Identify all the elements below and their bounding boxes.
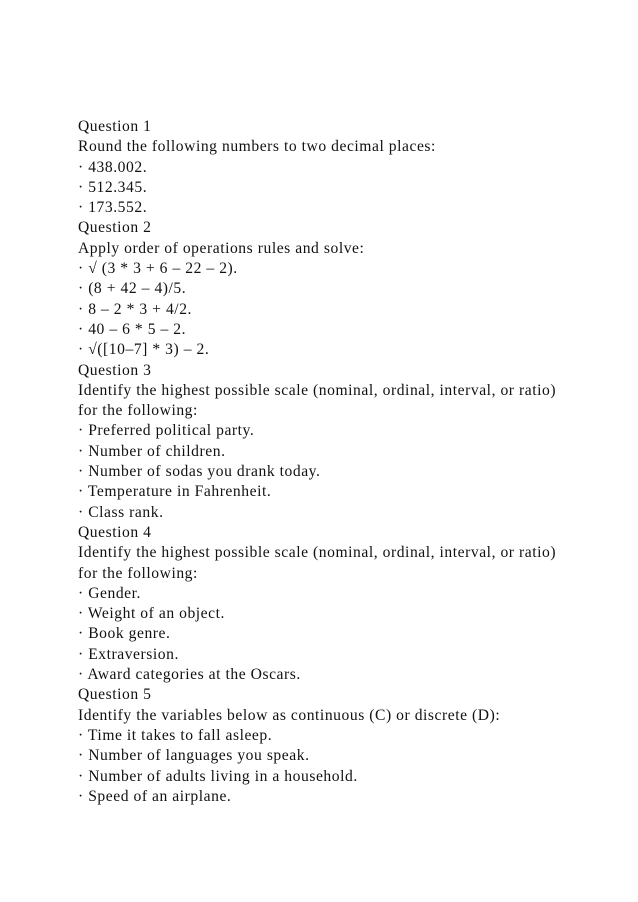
question-4-heading: Question 4 (78, 523, 152, 541)
question-3-prompt: Identify the highest possible scale (nominal, ordinal, interval, or ratio) for the following: (78, 381, 561, 420)
question-5-item-4: · Speed of an airplane. (78, 787, 232, 805)
question-3-item-3: · Number of sodas you drank today. (78, 463, 321, 481)
document-body (78, 117, 561, 807)
question-2-item-1: · √ (3 * 3 + 6 – 22 – 2). (78, 260, 238, 278)
question-1-item-2: · 512.345. (78, 178, 148, 196)
question-4-item-3: · Book genre. (78, 625, 171, 643)
question-3-item-1: · Preferred political party. (78, 422, 255, 440)
question-2-prompt: Apply order of operations rules and solve: (78, 239, 365, 257)
question-1-item-3: · 173.552. (78, 199, 148, 217)
question-2-item-5: · √([10–7] * 3) – 2. (78, 341, 210, 359)
question-5-item-2: · Number of languages you speak. (78, 747, 310, 765)
question-1-heading: Question 1 (78, 118, 152, 135)
question-4-prompt: Identify the highest possible scale (nominal, ordinal, interval, or ratio) for the following: (78, 544, 561, 582)
question-2-item-4: · 40 – 6 * 5 – 2. (78, 320, 187, 338)
question-1-item-1: · 438.002. (78, 158, 148, 176)
question-3-item-5: · Class rank. (78, 503, 164, 521)
question-3-heading: Question 3 (78, 361, 152, 379)
question-2-heading: Question 2 (78, 219, 152, 237)
question-4-item-1: · Gender. (78, 584, 141, 602)
question-3-item-2: · Number of children. (78, 442, 226, 460)
question-1-prompt: Round the following numbers to two decimal places: (78, 138, 436, 156)
question-4-item-5: · Award categories at the Oscars. (78, 666, 301, 684)
question-2-item-3: · 8 – 2 * 3 + 4/2. (78, 300, 192, 318)
question-4-item-2: · Weight of an object. (78, 605, 225, 623)
question-5-prompt: Identify the variables below as continuous (C) or discrete (D): (78, 706, 501, 724)
question-5-heading: Question 5 (78, 686, 152, 704)
question-4-item-4: · Extraversion. (78, 645, 179, 663)
question-5-item-1: · Time it takes to fall asleep. (78, 726, 273, 744)
question-3-item-4: · Temperature in Fahrenheit. (78, 483, 272, 501)
question-2-item-2: · (8 + 42 – 4)/5. (78, 280, 187, 298)
question-5-item-3: · Number of adults living in a household. (78, 767, 358, 785)
